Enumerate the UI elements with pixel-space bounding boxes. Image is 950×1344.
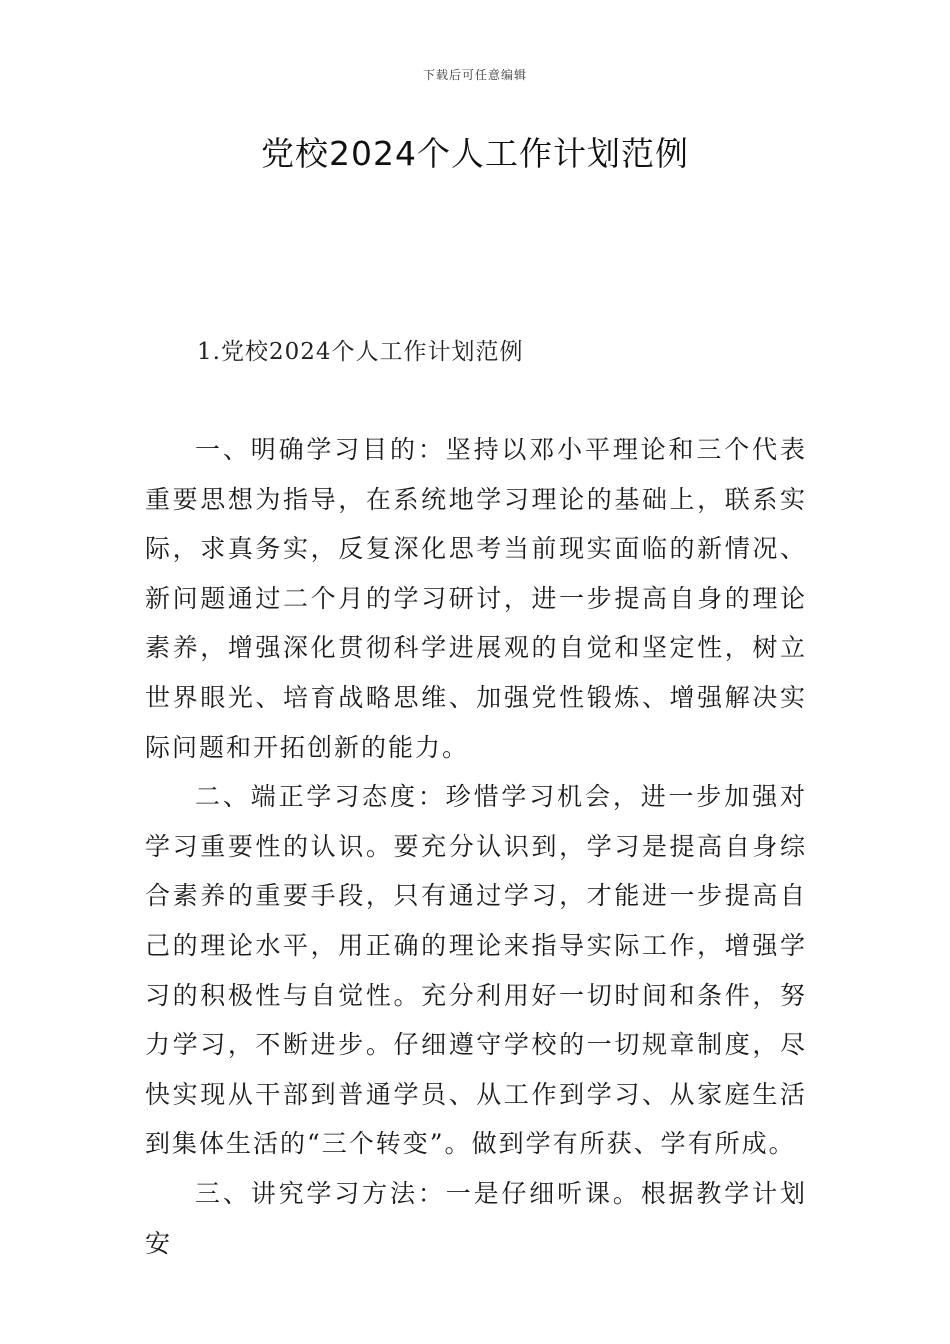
section-heading: 1.党校2024个人工作计划范例 <box>197 339 524 365</box>
paragraph-3: 三、讲究学习方法：一是仔细听课。根据教学计划安 <box>145 1178 807 1258</box>
paragraph-1: 一、明确学习目的：坚持以邓小平理论和三个代表重要思想为指导，在系统地学习理论的基础上，联系实际，求真务实，反复深化思考当前现实面临的新情况、新问题通过二个月的学习研讨，进一步提高自身的理论素养，增强深化贯彻科学进展观的自觉和坚定性，树立世界眼光、培育战略思维、加强党性锻炼、增强解决实际问题和开拓创新的能力。 <box>145 435 807 762</box>
document-title: 党校2024个人工作计划范例 <box>261 134 689 173</box>
header-note: 下载后可任意编辑 <box>422 68 527 82</box>
paragraph-2: 二、端正学习态度：珍惜学习机会，进一步加强对学习重要性的认识。要充分认识到，学习是提高自身综合素养的重要手段，只有通过学习，才能进一步提高自己的理论水平，用正确的理论来指导实际工作，增强学习的积极性与自觉性。充分利用好一切时间和条件，努力学习，不断进步。仔细遵守学校的一切规章制度，尽快实现从干部到普通学员、从工作到学习、从家庭生活到集体生活的“三个转变”。做到学有所获、学有所成。 <box>145 782 807 1159</box>
document-body <box>145 425 807 1268</box>
